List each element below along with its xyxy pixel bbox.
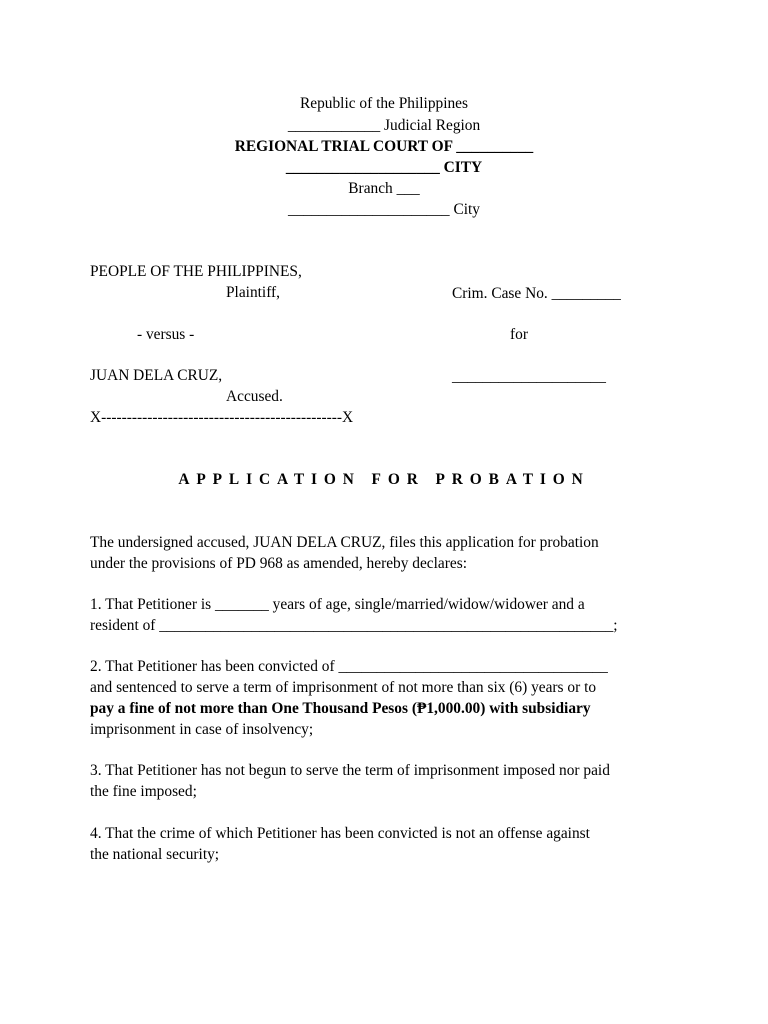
city-line: _____________________ City <box>288 201 480 218</box>
intro-line: The undersigned accused, JUAN DELA CRUZ, files this application for probation <box>90 534 599 551</box>
item-3-line: 3. That Petitioner has not begun to serve the term of imprisonment imposed nor paid <box>90 762 610 779</box>
item-2-paragraph <box>90 656 678 740</box>
item-1-line: resident of ___________________________________________________________; <box>90 617 618 634</box>
item-2-line: and sentenced to serve a term of imprisonment of not more than six (6) years or to <box>90 679 597 696</box>
caption-separator: X-----------------------------------------------X <box>90 409 354 426</box>
intro-paragraph <box>90 532 678 574</box>
item-3-line: the fine imposed; <box>90 783 197 800</box>
item-4-line: the national security; <box>90 846 220 863</box>
court-name: REGIONAL TRIAL COURT OF __________ <box>234 138 534 155</box>
accused-role: Accused. <box>226 388 283 405</box>
item-1-paragraph <box>90 594 678 636</box>
accused-name: JUAN DELA CRUZ, <box>90 367 223 384</box>
for-label: for <box>510 326 528 343</box>
case-number: Crim. Case No. _________ <box>452 285 621 302</box>
item-4-line: 4. That the crime of which Petitioner has been convicted is not an offense against <box>90 825 590 842</box>
republic-line: Republic of the Philippines <box>300 95 468 112</box>
item-4-paragraph <box>90 823 678 865</box>
item-3-paragraph <box>90 760 678 802</box>
judicial-region-line: ____________ Judicial Region <box>287 117 481 134</box>
plaintiff-role: Plaintiff, <box>226 284 281 301</box>
plaintiff-name: PEOPLE OF THE PHILIPPINES, <box>90 263 302 280</box>
item-2-line: 2. That Petitioner has been convicted of ___________________________________ <box>90 658 608 675</box>
item-2-line-bold: pay a fine of not more than One Thousand Pesos (₱1,000.00) with subsidiary <box>90 700 591 717</box>
versus-label: - versus - <box>137 326 195 343</box>
document-title: APPLICATION FOR PROBATION <box>178 471 590 488</box>
item-2-line: imprisonment in case of insolvency; <box>90 721 314 738</box>
item-1-line: 1. That Petitioner is _______ years of age, single/married/widow/widower and a <box>90 596 585 613</box>
court-city-line: ____________________ CITY <box>285 159 483 176</box>
offense-blank: ____________________ <box>452 368 606 385</box>
branch-line: Branch ___ <box>348 180 420 197</box>
intro-line: under the provisions of PD 968 as amended, hereby declares: <box>90 555 467 572</box>
